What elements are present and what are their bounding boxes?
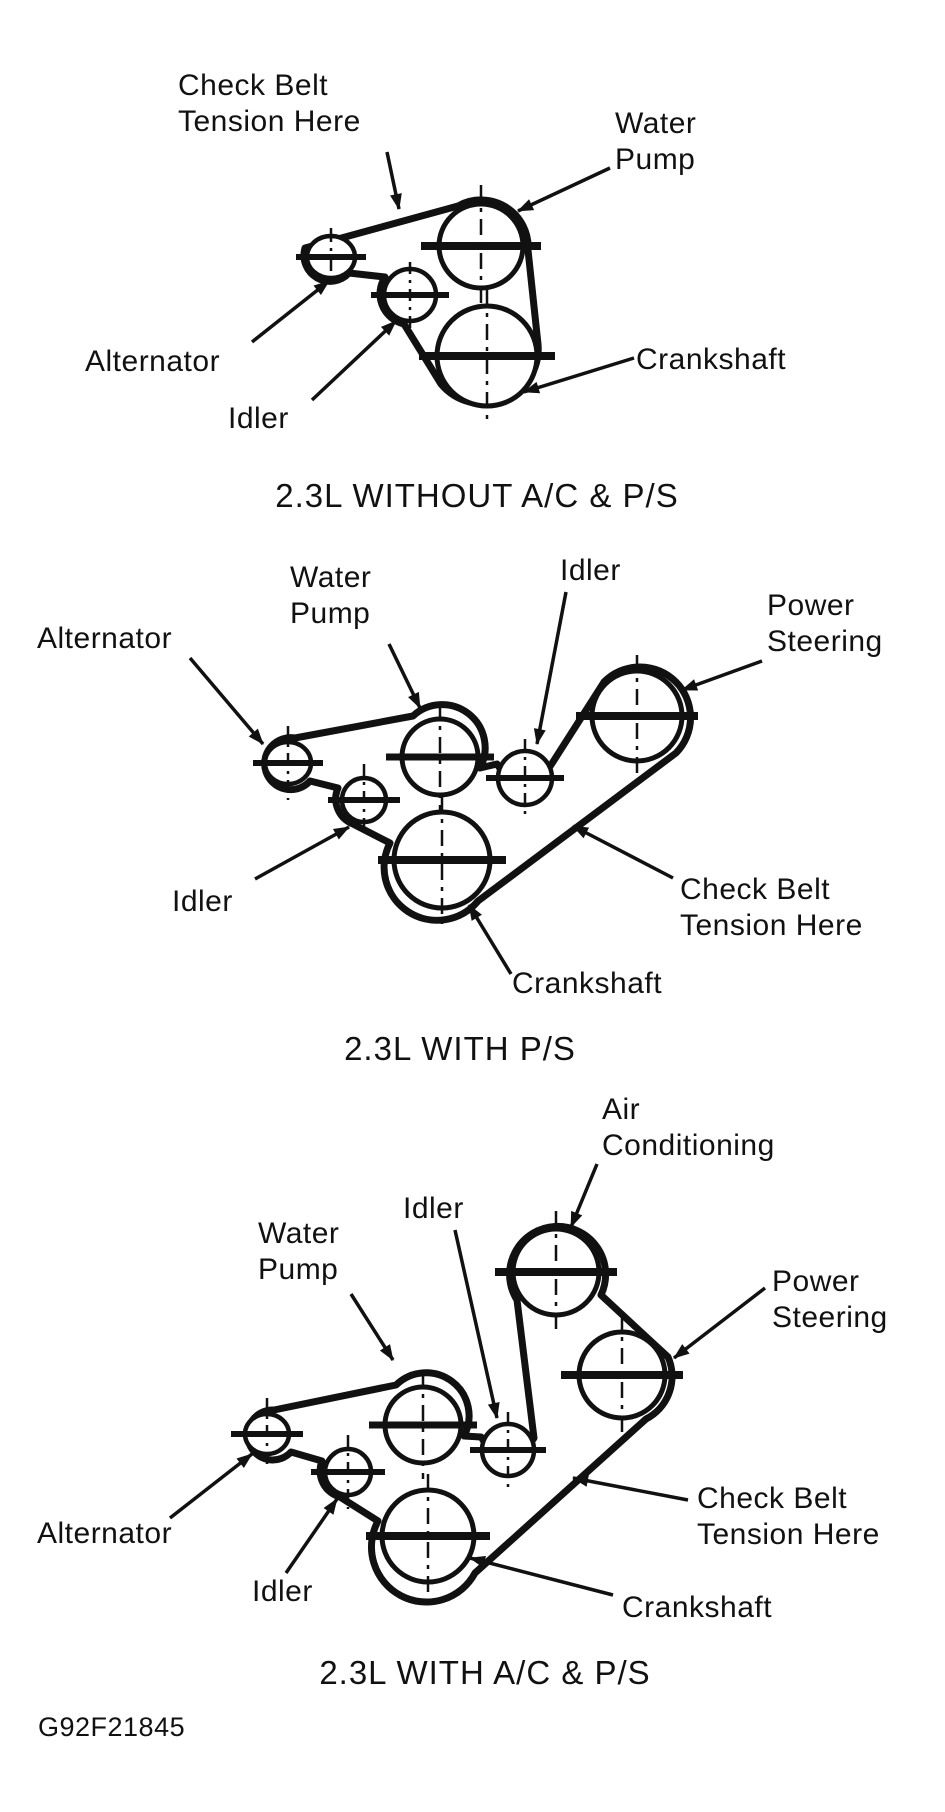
label-power-steering-2 [767, 588, 883, 660]
leader-alternator-3 [170, 1454, 252, 1518]
label-idler-1: Idler [228, 402, 289, 435]
label-line: Conditioning [602, 1129, 775, 1162]
label-line: Pump [615, 143, 696, 176]
pulley-power-steering-3 [561, 1314, 683, 1436]
label-idler-top-2: Idler [560, 554, 621, 587]
label-check-belt-tension-3 [697, 1481, 880, 1553]
leader-alternator-2 [190, 658, 263, 744]
pulley-air-conditioning-3 [495, 1211, 617, 1333]
label-line: Power [772, 1265, 860, 1298]
label-crankshaft-3: Crankshaft [622, 1591, 773, 1624]
label-check-belt-tension-2 [680, 872, 863, 944]
leader-power-steering-2 [682, 661, 762, 690]
label-alternator-1: Alternator [85, 345, 221, 378]
label-idler-lower-3: Idler [252, 1575, 313, 1608]
leader-idler-lower-2 [255, 827, 349, 879]
leader-check-belt-3 [573, 1478, 688, 1500]
label-line: Check Belt [697, 1482, 848, 1515]
label-line: Pump [258, 1253, 339, 1286]
leader-crankshaft-1 [524, 358, 634, 392]
label-line: Water [258, 1217, 340, 1250]
label-line: Steering [767, 625, 883, 658]
label-line: Water [615, 107, 697, 140]
label-check-belt-tension-1 [178, 68, 361, 140]
label-line: Power [767, 589, 855, 622]
diagram-1-artwork [252, 152, 634, 424]
label-line: Air [602, 1093, 641, 1126]
diagram-2-artwork [190, 592, 762, 974]
pulley-power-steering-2 [576, 655, 698, 777]
label-line: Water [290, 561, 372, 594]
pulley-idler-mid-2 [486, 739, 564, 817]
leader-air-conditioning-3 [571, 1164, 597, 1227]
leader-water-pump-1 [518, 168, 610, 211]
diagram-1-title: 2.3L WITHOUT A/C & P/S [275, 477, 679, 514]
label-idler-lower-2: Idler [172, 885, 233, 918]
leader-idler-top-2 [537, 592, 566, 744]
pulley-idler-lower-2 [328, 764, 400, 836]
label-line: Check Belt [178, 69, 329, 102]
leader-idler-1 [312, 321, 396, 400]
leader-water-pump-2 [389, 644, 420, 708]
label-idler-top-3: Idler [403, 1192, 464, 1225]
leader-crankshaft-3 [470, 1558, 613, 1595]
leader-check-belt-1 [387, 152, 399, 209]
diagram-3-title: 2.3L WITH A/C & P/S [319, 1654, 651, 1691]
leader-idler-lower-3 [286, 1499, 337, 1573]
figure-code: G92F21845 [38, 1712, 186, 1742]
label-line: Tension Here [697, 1518, 880, 1551]
label-power-steering-3 [772, 1264, 888, 1336]
label-crankshaft-1: Crankshaft [636, 343, 787, 376]
leader-check-belt-2 [573, 826, 673, 878]
diagram-2-title: 2.3L WITH P/S [344, 1030, 576, 1067]
label-water-pump-3 [258, 1216, 339, 1288]
leader-power-steering-3 [674, 1288, 765, 1358]
label-line: Steering [772, 1301, 888, 1334]
label-water-pump-1 [615, 106, 696, 178]
label-line: Check Belt [680, 873, 831, 906]
label-water-pump-2 [290, 560, 371, 632]
label-alternator-3: Alternator [37, 1517, 173, 1550]
leader-water-pump-3 [351, 1294, 393, 1360]
label-crankshaft-2: Crankshaft [512, 967, 663, 1000]
label-air-conditioning-3 [602, 1092, 775, 1164]
pulley-idler-lower-3 [311, 1435, 385, 1509]
label-line: Pump [290, 597, 371, 630]
label-line: Tension Here [680, 909, 863, 942]
pulley-water-pump-1 [421, 185, 541, 310]
label-alternator-2: Alternator [37, 622, 173, 655]
label-line: Tension Here [178, 105, 361, 138]
leader-crankshaft-2 [469, 905, 511, 974]
pulley-idler-1 [371, 262, 449, 330]
leader-alternator-1 [252, 281, 329, 342]
